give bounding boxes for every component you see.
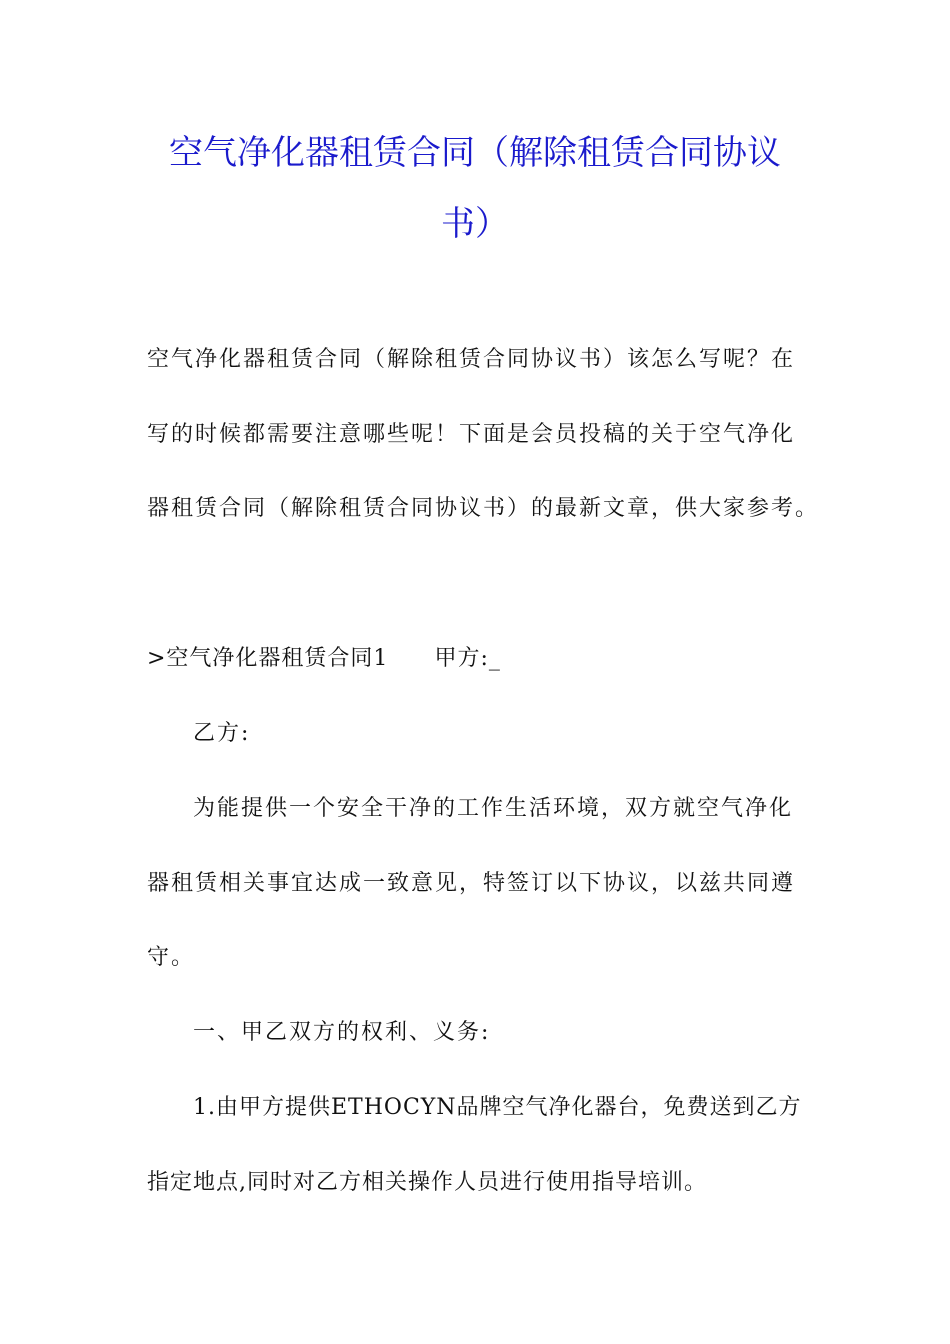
purpose-line-1: 为能提供一个安全干净的工作生活环境，双方就空气净化: [193, 796, 794, 821]
document-title-line-2: 书）: [441, 204, 509, 244]
clause-1-line-1: 1.由甲方提供ETHOCYN品牌空气净化器台，免费送到乙方: [193, 1095, 802, 1120]
document-title-line-1: 空气净化器租赁合同（解除租赁合同协议: [169, 133, 781, 173]
section-1-title: 一、甲乙双方的权利、义务:: [193, 1020, 491, 1045]
intro-line-3: 器租赁合同（解除租赁合同协议书）的最新文章，供大家参考。: [147, 496, 820, 521]
purpose-line-3: 守。: [147, 945, 196, 970]
contract-heading: >空气净化器租赁合同1: [147, 646, 389, 671]
party-b-label: 乙方:: [193, 721, 251, 746]
party-a-label: 甲方:_: [434, 646, 501, 671]
clause-1-line-2: 指定地点,同时对乙方相关操作人员进行使用指导培训。: [147, 1170, 707, 1195]
purpose-line-2: 器租赁相关事宜达成一致意见，特签订以下协议，以兹共同遵: [147, 871, 796, 896]
contract-heading-row: [147, 644, 501, 674]
intro-line-2: 写的时候都需要注意哪些呢！下面是会员投稿的关于空气净化: [147, 422, 796, 447]
intro-line-1: 空气净化器租赁合同（解除租赁合同协议书）该怎么写呢？在: [147, 347, 796, 372]
